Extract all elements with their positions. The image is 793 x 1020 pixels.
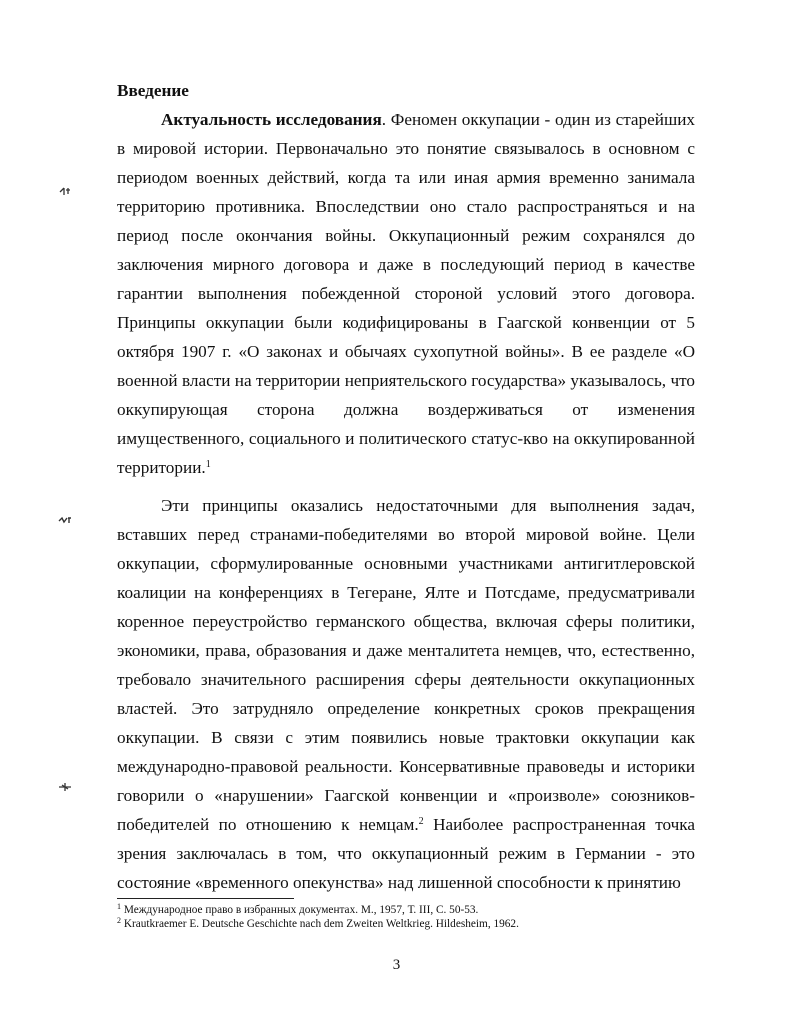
footnote-1	[117, 903, 695, 917]
margin-mark	[58, 782, 72, 792]
footnote-ref-1: 1	[205, 459, 211, 470]
page-number: 3	[392, 957, 401, 973]
paragraph-2-text-a: Эти принципы оказались недостаточными для выполнения задач, вставших перед странами-победителями во второй мировой войне. Цели оккупации, сформулированные основными участниками антигитлеровской коалиции на конференциях в Тегеране, Ялте и Потсдаме, предусматривали коренное переустройство германского общества, включая сферы политики, экономики, права, образования и даже менталитета немцев, что, естественно, требовало значительного расширения сферы деятельности оккупационных властей. Это затрудняло определение конкретных сроков прекращения оккупации. В связи с этим появились новые трактовки оккупации как международно-правовой реальности. Консервативные правоведы и историки говорили о «нарушении» Гаагской конвенции и «произволе» союзников-победителей по отношению к немцам.	[117, 496, 695, 834]
lead-phrase: Актуальность исследования	[161, 110, 382, 129]
footnote-mark: 1	[117, 902, 121, 911]
footnote-text: Международное право в избранных документах. М., 1957, Т. III, С. 50-53.	[121, 904, 479, 916]
footnote-2	[117, 917, 695, 931]
footnote-text: Krautkraemer E. Deutsche Geschichte nach dem Zweiten Weltkrieg. Hildesheim, 1962.	[121, 918, 519, 930]
margin-mark	[58, 515, 72, 525]
margin-mark	[58, 186, 72, 196]
footnote-mark: 2	[117, 916, 121, 925]
footnote-ref-2: 2	[418, 816, 424, 827]
footnotes	[117, 903, 695, 931]
paragraph-2-text-b: Наиболее распространенная точка зрения заключалась в том, что оккупационный режим в Германии - это состояние «временного опекунства» над лишенной способности к принятию	[117, 815, 696, 892]
main-text	[117, 76, 695, 897]
paragraph-1	[117, 105, 695, 482]
footnote-divider	[117, 898, 294, 899]
section-heading: Введение	[117, 81, 189, 100]
paragraph-2	[117, 491, 695, 897]
paragraph-1-text: . Феномен оккупации - один из старейших в мировой истории. Первоначально это понятие связывалось в основном с периодом военных действий, когда та или иная армия временно занимала территорию противника. Впоследствии оно стало распространяться и на период после окончания войны. Оккупационный режим сохранялся до заключения мирного договора и даже в последующий период в качестве гарантии выполнения побежденной стороной условий этого договора. Принципы оккупации были кодифицированы в Гаагской конвенции от 5 октября 1907 г. «О законах и обычаях сухопутной войны». В ее разделе «О военной власти на территории неприятельского государства» указывалось, что оккупирующая сторона должна воздерживаться от изменения имущественного, социального и политического статус-кво на оккупированной территории.	[117, 110, 695, 477]
